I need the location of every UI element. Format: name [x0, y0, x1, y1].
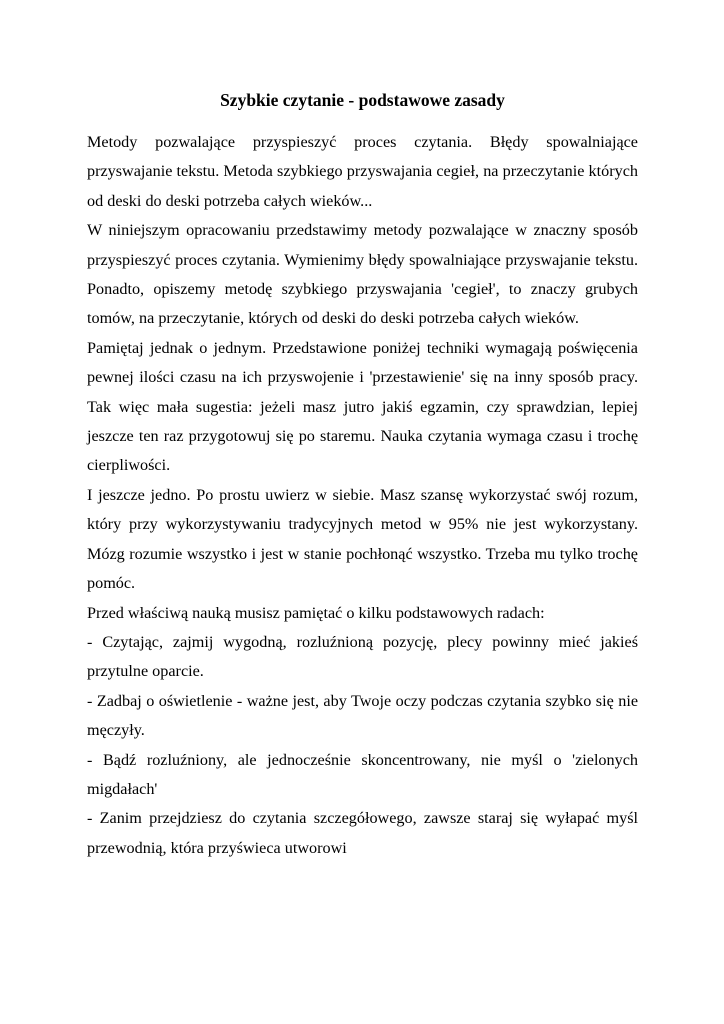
list-item-relax: - Bądź rozluźniony, ale jednocześnie skoncentrowany, nie myśl o 'zielonych migdałach' — [87, 750, 638, 798]
paragraph-tips-intro: Przed właściwą nauką musisz pamiętać o kilku podstawowych radach: — [87, 603, 545, 622]
list-item-main-idea: - Zanim przejdziesz do czytania szczegółowego, zawsze staraj się wyłapać myśl przewodnią, która przyświeca utworowi — [87, 809, 638, 857]
paragraph-warning: Pamiętaj jednak o jednym. Przedstawione poniżej techniki wymagają poświęcenia pewnej ilości czasu na ich przyswojenie i 'przestawienie' się na inny sposób pracy. Tak więc mała sugestia: jeżeli masz jutro jakiś egzamin, czy sprawdzian, lepiej jeszcze ten raz przygotowuj się po staremu. Nauka czytania wymaga czasu i trochę cierpliwości. — [87, 338, 638, 475]
paragraph-intro: Metody pozwalające przyspieszyć proces czytania. Błędy spowalniające przyswajanie tekstu. Metoda szybkiego przyswajania cegieł, na przeczytanie których od deski do deski potrzeba całych wieków... — [87, 133, 638, 210]
paragraph-overview: W niniejszym opracowaniu przedstawimy metody pozwalające w znaczny sposób przyspieszyć proces czytania. Wymienimy błędy spowalniające przyswajanie tekstu. Ponadto, opiszemy metodę szybkiego przyswajania 'cegieł', to znaczy grubych tomów, na przeczytanie, których od deski do deski potrzeba całych wieków. — [87, 221, 638, 328]
list-item-lighting: - Zadbaj o oświetlenie - ważne jest, aby Twoje oczy podczas czytania szybko się nie męczyły. — [87, 691, 638, 740]
document-body — [87, 128, 638, 863]
document-title: Szybkie czytanie - podstawowe zasady — [220, 90, 505, 110]
paragraph-motivation: I jeszcze jedno. Po prostu uwierz w siebie. Masz szansę wykorzystać swój rozum, który przy wykorzystywaniu tradycyjnych metod w 95% nie jest wykorzystany. Mózg rozumie wszystko i jest w stanie pochłonąć wszystko. Trzeba mu tylko trochę pomóc. — [87, 485, 638, 593]
list-item-position: - Czytając, zajmij wygodną, rozluźnioną pozycję, plecy powinny mieć jakieś przytulne oparcie. — [87, 632, 638, 681]
